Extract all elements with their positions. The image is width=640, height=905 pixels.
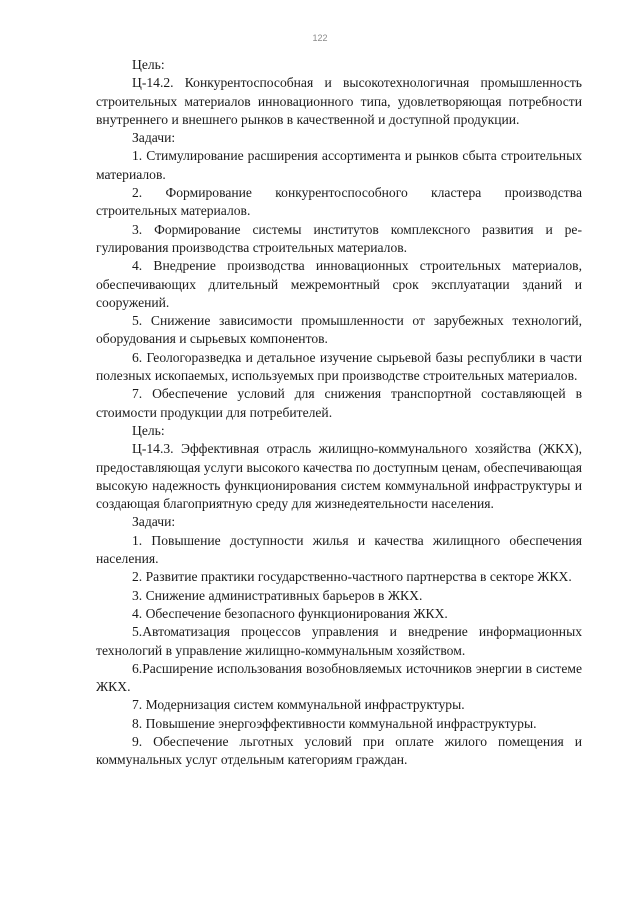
task-item: 4. Внедрение производства инновационных строительных материалов, обеспечивающих длительный межремонтный срок эксплуатации зданий и сооружений. xyxy=(96,258,582,310)
task-item: 3. Формирование системы институтов комплексного развития и регулирования производства строительных материалов. xyxy=(96,221,582,255)
task-item: 6.Расширение использования возобновляемых источников энергии в системе ЖКХ. xyxy=(96,660,582,695)
task-item: 7. Обеспечение условий для снижения транспортной составляющей в стоимости продукции для потребителей. xyxy=(96,386,582,420)
task-item: 3. Снижение административных барьеров в ЖКХ. xyxy=(132,587,423,603)
task-item: 7. Модернизация систем коммунальной инфраструктуры. xyxy=(132,697,465,713)
task-item: 5. Снижение зависимости промышленности от зарубежных технологий, оборудования и сырьевых компонентов. xyxy=(96,313,582,347)
task-item: 4. Обеспечение безопасного функционирования ЖКХ. xyxy=(132,605,448,621)
goal-label-2: Цель: xyxy=(132,422,165,438)
document-body xyxy=(96,56,582,770)
goal-text-2: Ц-14.3. Эффективная отрасль жилищно-коммунального хозяйства (ЖКХ), предоставляющая услуги высокого качества по доступным ценам, обеспечивающая высокую надежность функционирования систем коммунальной инфраструктуры и создающая благоприятную среду для жизнедеятельности населения. xyxy=(96,441,582,512)
task-item: 2. Формирование конкурентоспособного кластера производства строительных материалов. xyxy=(96,185,582,219)
goal-label-1: Цель: xyxy=(132,57,165,72)
task-item: 9. Обеспечение льготных условий при оплате жилого помещения и коммунальных услуг отдельным категориям граждан. xyxy=(96,733,582,768)
tasks-label-2: Задачи: xyxy=(132,514,176,530)
task-item: 8. Повышение энергоэффективности коммунальной инфраструктуры. xyxy=(132,715,537,731)
task-item: 1. Стимулирование расширения ассортимента и рынков сбыта строительных материалов. xyxy=(96,148,582,182)
goal-text-1: Ц-14.2. Конкурентоспособная и высокотехнологичная промышленность строительных материалов инновационного типа, удовлетворяющая потребности внутреннего и внешнего рынков в качественной и доступной продукции. xyxy=(96,75,582,127)
tasks-label-1: Задачи: xyxy=(132,130,176,146)
task-item: 5.Автоматизация процессов управления и внедрение информационных технологий в управление жилищно-коммунальным хозяйством. xyxy=(96,624,582,658)
task-item: 2. Развитие практики государственно-частного партнерства в секторе ЖКХ. xyxy=(132,569,572,585)
task-item: 6. Геологоразведка и детальное изучение сырьевой базы республики в части полезных ископаемых, используемых при производстве строительных материалов. xyxy=(96,349,582,384)
task-item: 1. Повышение доступности жилья и качества жилищного обеспечения населения. xyxy=(96,532,582,567)
page-number: 122 xyxy=(312,33,328,43)
